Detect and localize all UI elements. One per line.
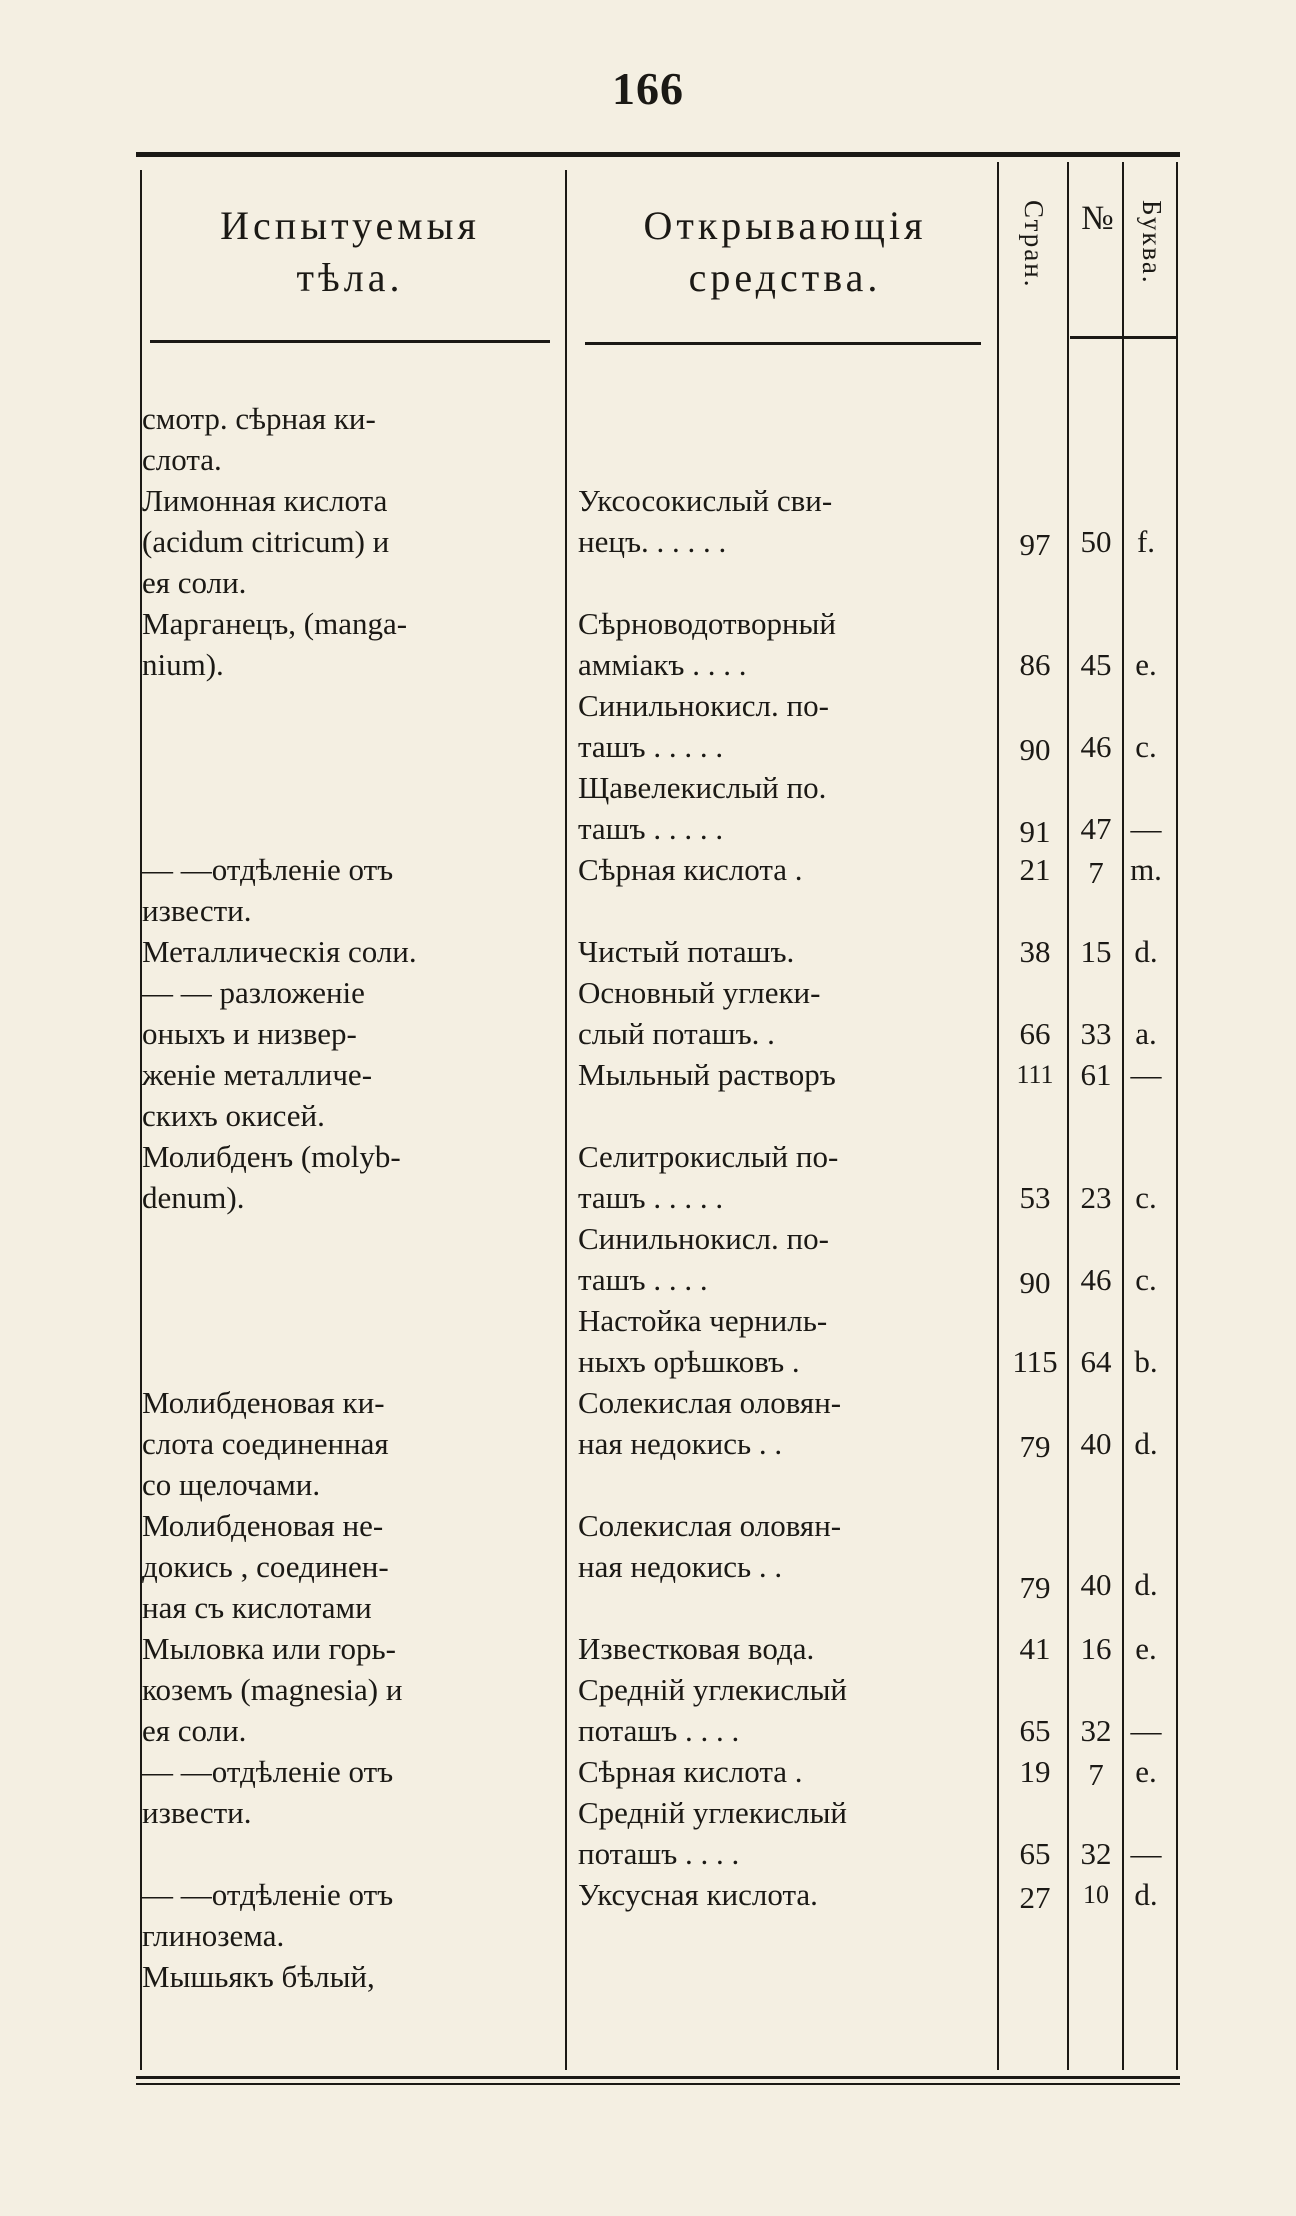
ref-page: 115 (1012, 1344, 1058, 1379)
column-rule-tested-agents (565, 170, 567, 2070)
tested-line: глинозема. (142, 1918, 285, 1953)
tested-line: слота. (142, 442, 222, 477)
table-bottom-rule (136, 2076, 1180, 2079)
agent-line: Среднiй углекислый (578, 1672, 848, 1707)
ref-letter: f. (1136, 524, 1156, 559)
ref-letter: d. (1134, 1567, 1158, 1602)
tested-line: denum). (142, 1180, 245, 1215)
agent-line: ная недокись . . (578, 1549, 783, 1584)
ref-letter: c. (1135, 729, 1157, 764)
ref-page: 65 (1019, 1713, 1051, 1748)
ref-page: 91 (1019, 814, 1051, 849)
agent-line: ташъ . . . . (578, 1262, 708, 1297)
ref-number: 64 (1080, 1344, 1112, 1379)
ref-letter: — (1130, 1057, 1162, 1092)
header-page: Стран. (1019, 200, 1049, 289)
agent-line: поташъ . . . . (578, 1836, 740, 1871)
tested-line: ея соли. (142, 565, 247, 600)
ref-letter: d. (1134, 1877, 1158, 1912)
tested-line: (acidum citricum) и (142, 524, 390, 559)
ref-page: 66 (1019, 1016, 1051, 1051)
agent-line: Солекислая оловян- (578, 1508, 842, 1543)
column-rule-agents-page (997, 162, 999, 2070)
ref-page: 53 (1019, 1180, 1051, 1215)
ref-number: 45 (1080, 647, 1112, 682)
ref-letter: m. (1130, 852, 1162, 887)
agent-line: Уксусная кислота. (578, 1877, 818, 1912)
ref-number: 47 (1080, 811, 1112, 846)
page-number: 166 (612, 63, 684, 114)
ref-page: 65 (1019, 1836, 1051, 1871)
tested-line: извести. (142, 1795, 252, 1830)
ref-number: 32 (1080, 1713, 1112, 1748)
ref-number: 46 (1080, 1262, 1112, 1297)
agent-line: Сѣрноводотворный (578, 606, 836, 641)
ref-page: 79 (1019, 1570, 1051, 1605)
agent-line: Сѣрная кислота . (578, 1754, 803, 1789)
ref-letter: c. (1135, 1262, 1157, 1297)
agent-line: Щавелекислый по. (578, 770, 827, 805)
tested-line: извести. (142, 893, 252, 928)
ref-page: 111 (1016, 1060, 1054, 1089)
tested-line: Молибденъ (molyb- (142, 1139, 401, 1174)
ref-letter: — (1130, 1713, 1162, 1748)
tested-line: Молибденовая ки- (142, 1385, 385, 1420)
header-number: № (1079, 200, 1116, 239)
ref-page: 38 (1019, 934, 1051, 969)
ref-number: 61 (1080, 1057, 1112, 1092)
ref-letter: a. (1135, 1016, 1157, 1051)
agent-line: Селитрокислый по- (578, 1139, 839, 1174)
agent-line: Синильнокисл. по- (578, 688, 829, 723)
header-agents-line-1: Открывающія (643, 203, 927, 248)
agent-line: Сѣрная кислота . (578, 852, 803, 887)
agent-line: ная недокись . . (578, 1426, 783, 1461)
header-tested-line-2: тѣла. (296, 255, 404, 300)
agent-line: Солекислая оловян- (578, 1385, 842, 1420)
ref-page: 41 (1019, 1631, 1051, 1666)
table-top-rule (136, 152, 1180, 157)
header-letter: Буква. (1137, 200, 1167, 285)
ref-number: 16 (1080, 1631, 1112, 1666)
agent-line: ташъ . . . . . (578, 811, 724, 846)
agent-line: ташъ . . . . . (578, 729, 724, 764)
tested-line: Металлическія соли. (142, 934, 417, 969)
tested-line: смотр. сѣрная ки- (142, 401, 376, 436)
ref-number: 50 (1080, 524, 1112, 559)
agent-line: ныхъ орѣшковъ . (578, 1344, 800, 1379)
ref-page: 21 (1019, 852, 1051, 887)
tested-line: ея соли. (142, 1713, 247, 1748)
tested-line: — — разложеніе (142, 975, 365, 1010)
tested-line: nium). (142, 647, 224, 682)
header-rule-refs (1070, 336, 1178, 339)
ref-page: 79 (1019, 1429, 1051, 1464)
tested-line: — —отдѣленіе отъ (142, 852, 394, 887)
ref-letter: b. (1134, 1344, 1158, 1379)
tested-line: Мыловка или горь- (142, 1631, 396, 1666)
ref-page: 19 (1019, 1754, 1051, 1789)
ref-page: 90 (1019, 1265, 1051, 1300)
agent-line: Настойка черниль- (578, 1303, 828, 1338)
header-agents (580, 200, 990, 304)
agent-line: Мыльный растворъ (578, 1057, 836, 1092)
header-tested (150, 200, 550, 304)
tested-line: — —отдѣленіе отъ (142, 1877, 394, 1912)
tested-line: Молибденовая не- (142, 1508, 384, 1543)
ref-letter: c. (1135, 1180, 1157, 1215)
header-tested-line-1: Испытуемыя (220, 203, 480, 248)
ref-number: 15 (1080, 934, 1112, 969)
agent-line: слый поташъ. . (578, 1016, 775, 1051)
table-bottom-rule-2 (136, 2083, 1180, 2085)
tested-line: — —отдѣленіе отъ (142, 1754, 394, 1789)
ref-number: 33 (1080, 1016, 1112, 1051)
ref-letter: — (1130, 1836, 1162, 1871)
header-rule-tested (150, 340, 550, 343)
ref-number: 10 (1083, 1880, 1109, 1909)
ref-page: 27 (1019, 1880, 1051, 1915)
ref-page: 97 (1019, 527, 1051, 562)
ref-page: 90 (1019, 732, 1051, 767)
ref-letter: e. (1135, 1754, 1157, 1789)
ref-letter: d. (1134, 934, 1158, 969)
ref-number: 40 (1080, 1567, 1112, 1602)
header-agents-line-2: средства. (688, 255, 882, 300)
tested-line: оныхъ и низвер- (142, 1016, 357, 1051)
column-rule-right (1176, 162, 1178, 2070)
agent-line: поташъ . . . . (578, 1713, 740, 1748)
ref-number: 46 (1080, 729, 1112, 764)
agent-line: Чистый поташъ. (578, 934, 795, 969)
tested-line: скихъ окисей. (142, 1098, 325, 1133)
tested-line: слота соединенная (142, 1426, 389, 1461)
agent-line: Синильнокисл. по- (578, 1221, 829, 1256)
ref-page: 86 (1019, 647, 1051, 682)
ref-number: 7 (1088, 855, 1104, 890)
agent-line: Известковая вода. (578, 1631, 815, 1666)
ref-letter: e. (1135, 1631, 1157, 1666)
ref-number: 32 (1080, 1836, 1112, 1871)
header-rule-agents (585, 342, 981, 345)
ref-letter: e. (1135, 647, 1157, 682)
ref-number: 23 (1080, 1180, 1112, 1215)
tested-line: женіе металличе- (142, 1057, 373, 1092)
tested-line: ная съ кислотами (142, 1590, 372, 1625)
tested-line: Мышьякъ бѣлый, (142, 1959, 375, 1994)
tested-line: со щелочами. (142, 1467, 321, 1502)
agent-line: Среднiй углекислый (578, 1795, 848, 1830)
agent-line: нецъ. . . . . . (578, 524, 727, 559)
ref-number: 7 (1088, 1757, 1104, 1792)
ref-letter: d. (1134, 1426, 1158, 1461)
agent-line: ташъ . . . . . (578, 1180, 724, 1215)
agent-line: Уксосокислый сви- (578, 483, 833, 518)
tested-line: коземъ (magnesia) и (142, 1672, 403, 1707)
agent-line: Основный углеки- (578, 975, 821, 1010)
ref-letter: — (1130, 811, 1162, 846)
tested-line: Марганецъ, (manga- (142, 606, 408, 641)
agent-line: аммiакъ . . . . (578, 647, 747, 682)
tested-line: Лимонная кислота (142, 483, 388, 518)
tested-line: докись , соединен- (142, 1549, 389, 1584)
ref-number: 40 (1080, 1426, 1112, 1461)
